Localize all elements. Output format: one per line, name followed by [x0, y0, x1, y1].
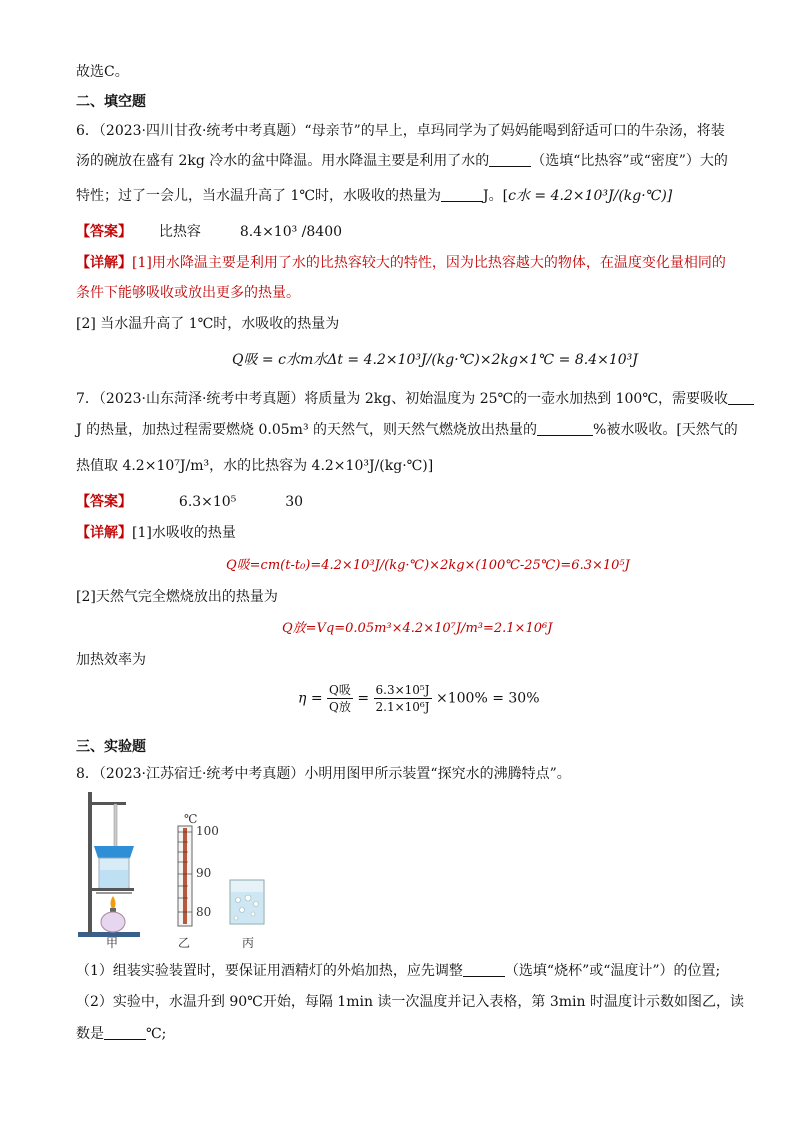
q6-blank-2 — [441, 187, 483, 202]
eta-result: ×100% = 30% — [436, 690, 540, 707]
q7-line2 — [76, 420, 738, 440]
detail-tag: 【详解】 — [76, 255, 132, 271]
thermometer-liquid — [183, 828, 187, 924]
q6-line3-text-a: 特性；过了一会儿，当水温升高了 1℃时，水吸收的热量为 — [76, 188, 442, 204]
frac1-denominator: Q放 — [329, 700, 351, 714]
answer-tag: 【答案】 — [76, 224, 132, 240]
q6-answer-1: 比热容 — [158, 224, 201, 240]
figure-label-yi: 乙 — [178, 936, 191, 950]
fraction-q-ratio — [327, 682, 353, 715]
q8-sub2-text-b: 数是 — [76, 1026, 104, 1042]
q7-blank-1 — [728, 390, 754, 405]
frac2-denominator: 2.1×10⁶J — [375, 700, 430, 714]
q8-sub2-text-c: ℃; — [146, 1026, 167, 1042]
q6-line2-text-b: （选填“比热容”或“密度”）大的 — [531, 153, 728, 169]
frac2-numerator: 6.3×10⁵J — [375, 683, 430, 697]
q6-detail-1 — [76, 253, 726, 273]
q8-sub1-text-b: （选填“烧杯”或“温度计”）的位置; — [504, 963, 721, 979]
q7-line2-text-a: J 的热量，加热过程需要燃烧 0.05m³ 的天然气，则天然气燃烧放出热量的 — [76, 422, 538, 438]
ring-clamp — [88, 888, 134, 891]
answer-tag: 【答案】 — [76, 494, 132, 510]
q7-detail-3: 加热效率为 — [76, 652, 146, 668]
section-title-fill-blank: 二、填空题 — [76, 94, 146, 110]
q6-formula: Q吸 = c水m水Δt = 4.2×10³J/(kg·℃)×2kg×1℃ = 8.4×10³J — [232, 352, 638, 368]
thermometer-tick-80: 80 — [196, 905, 212, 919]
apparatus-illustration — [78, 788, 288, 948]
q7-detail-1-text: [1]水吸收的热量 — [132, 525, 236, 541]
q7-answer — [76, 492, 303, 512]
q7-answer-2: 30 — [285, 494, 304, 510]
clamp-arm — [88, 802, 126, 805]
q8-sub2: （2）实验中，水温升到 90℃开始，每隔 1min 读一次温度并记入表格，第 3min 时温度计示数如图乙，读 — [76, 994, 744, 1010]
thermometer-tick-100: 100 — [196, 824, 219, 838]
q6-answer-2: 8.4×10³ /8400 — [239, 224, 343, 240]
fraction-values — [374, 682, 432, 715]
q6-line3 — [76, 186, 672, 206]
detail-tag: 【详解】 — [76, 525, 132, 541]
figure-label-jia: 甲 — [106, 936, 119, 950]
q7-line1-text: 7．（2023·山东菏泽·统考中考真题）将质量为 2kg、初始温度为 25℃的一壶水加热到 100℃，需要吸收 — [76, 391, 728, 407]
stand-pole — [88, 792, 92, 934]
q6-answer — [76, 222, 342, 242]
q8-sub2-cont — [76, 1024, 166, 1044]
q7-blank-2 — [537, 421, 593, 436]
q6-line2 — [76, 151, 728, 171]
frac1-numerator: Q吸 — [329, 683, 351, 697]
thermometer-unit: ℃ — [184, 812, 198, 826]
q7-answer-1: 6.3×10⁵ — [178, 494, 237, 510]
q7-line2-text-b: %被水吸收。[天然气的 — [593, 422, 738, 438]
q6-blank-1 — [489, 152, 531, 167]
previous-answer: 故选C。 — [76, 64, 129, 80]
q6-detail-1-text: [1]用水降温主要是利用了水的比热容较大的特性，因为比热容越大的物体，在温度变化量相同的 — [132, 255, 726, 271]
q7-formula-1: Q吸=cm(t-t₀)=4.2×10³J/(kg·℃)×2kg×(100℃-25℃)=6.3×10⁵J — [226, 558, 630, 573]
alcohol-lamp — [101, 912, 125, 932]
beaker-water — [100, 870, 128, 888]
q8-blank-1 — [463, 962, 505, 977]
q6-line1: 6．（2023·四川甘孜·统考中考真题）“母亲节”的早上，卓玛同学为了妈妈能喝到舒适可口的牛杂汤，将装 — [76, 123, 725, 139]
equals-sign: = — [357, 690, 370, 707]
eta-symbol: η = — [298, 690, 323, 707]
q6-line2-text-a: 汤的碗放在盛有 2kg 冷水的盆中降温。用水降温主要是利用了水的 — [76, 153, 490, 169]
wire-gauze — [96, 892, 132, 894]
experiment-figure — [78, 788, 288, 948]
q8-line1: 8．（2023·江苏宿迁·统考中考真题）小明用图甲所示装置“探究水的沸腾特点”。 — [76, 766, 571, 782]
q7-formula-2: Q放=Vq=0.05m³×4.2×10⁷J/m³=2.1×10⁶J — [282, 621, 553, 636]
q7-detail-2: [2]天然气完全燃烧放出的热量为 — [76, 589, 278, 605]
q8-sub1 — [76, 961, 720, 981]
q6-detail-3: [2] 当水温升高了 1℃时，水吸收的热量为 — [76, 316, 340, 332]
q6-detail-2: 条件下能够吸收或放出更多的热量。 — [76, 285, 300, 301]
flame — [111, 896, 116, 910]
q8-sub1-text-a: （1）组装实验装置时，要保证用酒精灯的外焰加热，应先调整 — [76, 963, 463, 979]
q7-line1 — [76, 389, 754, 409]
figure-label-bing: 丙 — [242, 936, 255, 950]
beaker-lid — [94, 846, 134, 858]
q7-detail-1 — [76, 523, 236, 543]
q8-blank-2 — [104, 1025, 146, 1040]
q7-line3: 热值取 4.2×10⁷J/m³，水的比热容为 4.2×10³J/(kg·℃)] — [76, 458, 434, 474]
section-title-experiment: 三、实验题 — [76, 739, 146, 755]
q7-efficiency-formula — [298, 682, 540, 715]
thermometer-tick-90: 90 — [196, 866, 212, 880]
q6-line3-text-c: c水 = 4.2×10³J/(kg·℃)] — [508, 188, 673, 204]
q6-line3-text-b: J。[ — [483, 188, 509, 204]
